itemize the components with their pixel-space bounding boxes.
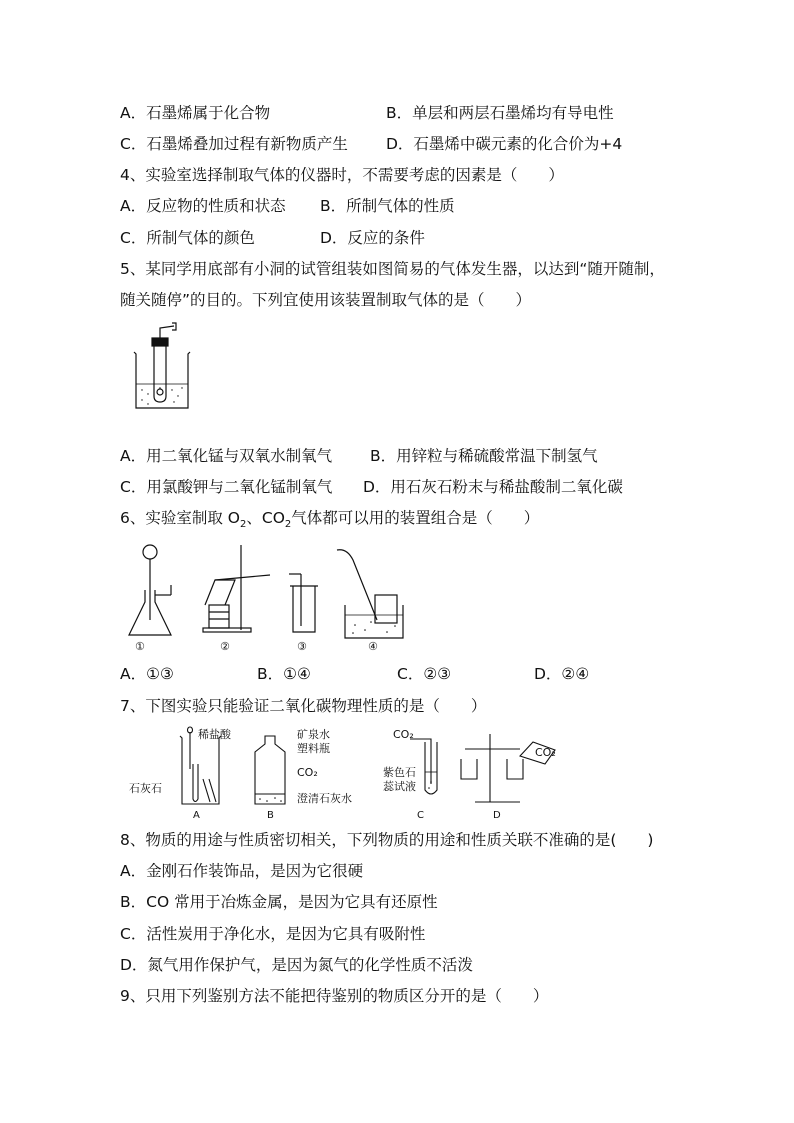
q8-option-c: C．活性炭用于净化水，是因为它具有吸附性 — [120, 925, 426, 943]
q7-experiment-figure — [125, 724, 565, 822]
q3-option-c: C．石墨烯叠加过程有新物质产生 — [120, 135, 348, 153]
q6-apparatus-figure — [125, 540, 415, 652]
q6-option-c: C．②③ — [397, 665, 452, 683]
q6-option-d: D．②④ — [534, 665, 590, 683]
q7-b-limewater-label: 澄清石灰水 — [297, 792, 352, 805]
q7-d-gas-label: CO₂ — [535, 746, 556, 759]
q8-option-b: B．CO 常用于冶炼金属，是因为它具有还原性 — [120, 893, 438, 911]
q3-option-b: B．单层和两层石墨烯均有导电性 — [386, 104, 614, 122]
q6-fig-label-4: ④ — [368, 640, 378, 653]
q7-c-liquid-label-1: 紫色石 — [383, 766, 416, 779]
q7-c-gas-label: CO₂ — [393, 728, 414, 741]
q8-option-d: D．氮气用作保护气，是因为氮气的化学性质不活泼 — [120, 956, 473, 974]
q6-option-b: B．①④ — [257, 665, 311, 683]
q8-option-a: A．金刚石作装饰品，是因为它很硬 — [120, 862, 364, 880]
q7-a-label: A — [193, 810, 200, 821]
q7-b-label: B — [267, 810, 274, 821]
q7-b-bottle-label-2: 塑料瓶 — [297, 742, 330, 755]
q6-fig-label-1: ① — [135, 640, 145, 653]
q4-stem: 4、实验室选择制取气体的仪器时，不需要考虑的因素是（ ） — [120, 166, 564, 184]
q4-option-d: D．反应的条件 — [320, 229, 425, 247]
q5-gas-generator-figure — [128, 322, 198, 412]
q5-option-d: D．用石灰石粉末与稀盐酸制二氧化碳 — [363, 478, 623, 496]
q4-option-a: A．反应物的性质和状态 — [120, 197, 286, 215]
q6-fig-label-2: ② — [220, 640, 230, 653]
q7-a-acid-label: 稀盐酸 — [198, 728, 231, 741]
q5-stem-line-1: 5、某同学用底部有小洞的试管组装如图简易的气体发生器，以达到“随开随制， — [120, 260, 665, 278]
q6-option-a: A．①③ — [120, 665, 174, 683]
q5-options-row-1 — [120, 446, 598, 466]
q7-a-stone-label: 石灰石 — [129, 782, 162, 795]
q4-options-row-1 — [120, 196, 455, 216]
q5-stem-line-2: 随关随停”的目的。下列宜使用该装置制取气体的是（ ） — [120, 291, 532, 309]
q9-stem: 9、只用下列鉴别方法不能把待鉴别的物质区分开的是（ ） — [120, 987, 549, 1005]
q7-c-liquid-label-2: 蕊试液 — [383, 780, 416, 793]
q4-option-b: B．所制气体的性质 — [320, 197, 455, 215]
q3-option-d: D．石墨烯中碳元素的化合价为+4 — [386, 135, 623, 153]
q7-b-gas-label: CO₂ — [297, 766, 318, 779]
q7-c-label: C — [417, 810, 424, 821]
q7-stem: 7、下图实验只能验证二氧化碳物理性质的是（ ） — [120, 697, 487, 715]
q8-stem: 8、物质的用途与性质密切相关，下列物质的用途和性质关联不准确的是( ) — [120, 831, 654, 849]
q5-option-a: A．用二氧化锰与双氧水制氧气 — [120, 447, 333, 465]
q3-options-row-1 — [120, 103, 614, 123]
q4-option-c: C．所制气体的颜色 — [120, 229, 255, 247]
q5-options-row-2 — [120, 477, 623, 497]
q6-fig-label-3: ③ — [297, 640, 307, 653]
q7-b-bottle-label-1: 矿泉水 — [297, 728, 330, 741]
q3-option-a: A．石墨烯属于化合物 — [120, 104, 271, 122]
q7-d-label: D — [493, 810, 501, 821]
q6-options-row — [120, 664, 590, 684]
q5-option-b: B．用锌粒与稀硫酸常温下制氢气 — [370, 447, 598, 465]
q5-option-c: C．用氯酸钾与二氧化锰制氧气 — [120, 478, 333, 496]
q4-options-row-2 — [120, 228, 425, 248]
q6-stem: 6、实验室制取 $O_2$、$CO_2$气体都可以用的装置组合是（ ） — [120, 509, 540, 531]
q3-options-row-2 — [120, 134, 623, 154]
